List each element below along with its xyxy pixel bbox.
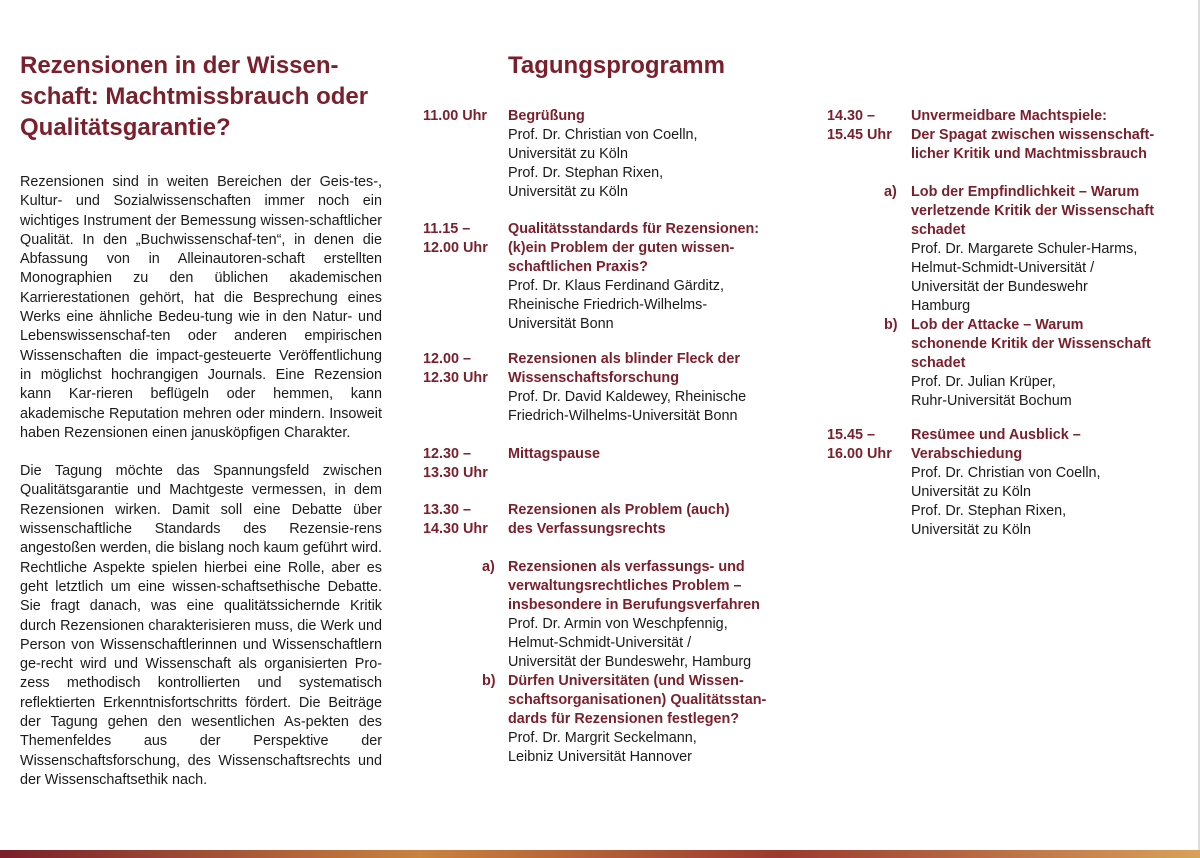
- session-speaker: Prof. Dr. Klaus Ferdinand Gärditz, Rheinische Friedrich-Wilhelms- Universität Bonn: [508, 278, 724, 332]
- subsession-title: Dürfen Universitäten (und Wissen- schaftsorganisationen) Qualitätsstan- dards für Rezensionen festlegen?: [508, 673, 767, 727]
- session-title: Begrüßung: [508, 108, 585, 124]
- session-time: 11.15 – 12.00 Uhr: [423, 221, 488, 256]
- subsession-title: Rezensionen als verfassungs- und verwaltungsrechtliches Problem – insbesondere in Berufungsverfahren: [508, 559, 760, 613]
- session-time: 12.00 – 12.30 Uhr: [423, 351, 488, 386]
- session-body: [884, 107, 1155, 411]
- subsession-letter: b): [482, 673, 496, 689]
- session-body: [508, 220, 759, 334]
- subsession-b: [884, 316, 1154, 411]
- session-time: 11.00 Uhr: [423, 108, 487, 124]
- program-title: Tagungsprogramm: [508, 52, 725, 79]
- session-time: 14.30 – 15.45 Uhr: [827, 108, 892, 143]
- intro-paragraph-1: Rezensionen sind in weiten Bereichen der Geis-tes-, Kultur- und Sozialwissenschaften immer noch ein wichtiges Instrument der Bemessung wissen-schaftlicher Qualität. In den „Buchwissenschaf-ten“, in denen die Abfassung von in Alleinautoren-schaft erstellten Monographien zu den üblichen akademischen Karrierestationen gehört, hat die Besprechung eines Werks eine ähnliche Bedeu-tung wie in den Natur- und Lebenswissenschaf-ten oder anderen empirischen Wissenschaften die impact-gesteuerte Veröffentlichung in möglichst hochrangigen Journals. Eine Rezension kann Kar-rieren beflügeln oder hemmen, kann akademische Reputation mehren oder mindern. Insoweit haben Rezensionen einen janusköpfigen Charakter.: [20, 174, 382, 441]
- subsession-a: [482, 558, 766, 672]
- subsession-speaker: Prof. Dr. Margarete Schuler-Harms, Helmut-Schmidt-Universität / Universität der Bundeswehr Hamburg: [911, 241, 1138, 314]
- main-title: Rezensionen in der Wissen- schaft: Machtmissbrauch oder Qualitätsgarantie?: [20, 52, 369, 141]
- session-time: 13.30 – 14.30 Uhr: [423, 502, 488, 537]
- session-speaker: Prof. Dr. David Kaldewey, Rheinische Friedrich-Wilhelms-Universität Bonn: [508, 389, 747, 424]
- subsession-letter: a): [482, 559, 495, 575]
- intro-text: [20, 173, 382, 790]
- session-title: Mittagspause: [508, 446, 600, 462]
- subsession-letter: b): [884, 317, 898, 333]
- bottom-decorative-band: [0, 850, 1200, 858]
- intro-paragraph-2: Die Tagung möchte das Spannungsfeld zwischen Qualitätsgarantie und Machtgeste vermessen, in dem Rezensionen wirken. Damit soll eine Debatte über wissenschaftliche Standards des Rezensie-rens angestoßen werden, die bislang noch kaum geführt wird. Rechtliche Aspekte spielen hierbei eine Rolle, aber es geht letztlich um eine wissen-schaftsethische Debatte. Sie fragt danach, was eine qualitätssichernde Kritik durch Rezensionen charakterisieren muss, die Werk und Person von Wissenschaftlerinnen und Wissenschaftlern ge-recht wird und Wissenschaft als organisierten Pro-zess methodisch kontrollierten und systematisch reflektierten Erkenntnisfortschritts fördert. Die Beiträge der Tagung gehen den wesentlichen As-pekten des Themenfeldes aus der Perspektive der Wissenschaftsforschung, des Wissenschaftsrechts und der Wissenschaftsethik nach.: [20, 463, 382, 788]
- session-time: 15.45 – 16.00 Uhr: [827, 427, 892, 462]
- session-speaker: Prof. Dr. Christian von Coelln, Universität zu Köln Prof. Dr. Stephan Rixen, Universität zu Köln: [508, 127, 698, 200]
- session-title: Unvermeidbare Machtspiele: Der Spagat zwischen wissenschaft- licher Kritik und Machtmissbrauch: [911, 108, 1155, 162]
- subsession-a: [884, 183, 1154, 316]
- session-title: Rezensionen als Problem (auch) des Verfassungsrechts: [508, 502, 730, 537]
- session-body: [508, 350, 746, 426]
- subsession-speaker: Prof. Dr. Julian Krüper, Ruhr-Universität Bochum: [911, 374, 1072, 409]
- subsession-speaker: Prof. Dr. Margrit Seckelmann, Leibniz Universität Hannover: [508, 730, 697, 765]
- intro-column: [20, 50, 382, 809]
- session-body: [508, 445, 600, 464]
- session-body: [911, 426, 1101, 540]
- session-time: 12.30 – 13.30 Uhr: [423, 446, 488, 481]
- session-title: Rezensionen als blinder Fleck der Wissenschaftsforschung: [508, 351, 740, 386]
- subsession-letter: a): [884, 184, 897, 200]
- session-speaker: Prof. Dr. Christian von Coelln, Universität zu Köln Prof. Dr. Stephan Rixen, Universität zu Köln: [911, 465, 1101, 538]
- session-title: Qualitätsstandards für Rezensionen: (k)ein Problem der guten wissen- schaftlichen Praxis?: [508, 221, 760, 275]
- subsession-b: [482, 672, 767, 767]
- session-body: [482, 501, 767, 767]
- session-body: [508, 107, 698, 202]
- subsession-title: Lob der Empfindlichkeit – Warum verletzende Kritik der Wissenschaft schadet: [911, 184, 1154, 238]
- subsession-title: Lob der Attacke – Warum schonende Kritik der Wissenschaft schadet: [911, 317, 1151, 371]
- session-title: Resümee und Ausblick – Verabschiedung: [911, 427, 1081, 462]
- subsession-speaker: Prof. Dr. Armin von Weschpfennig, Helmut-Schmidt-Universität / Universität der Bundeswehr, Hamburg: [508, 616, 752, 670]
